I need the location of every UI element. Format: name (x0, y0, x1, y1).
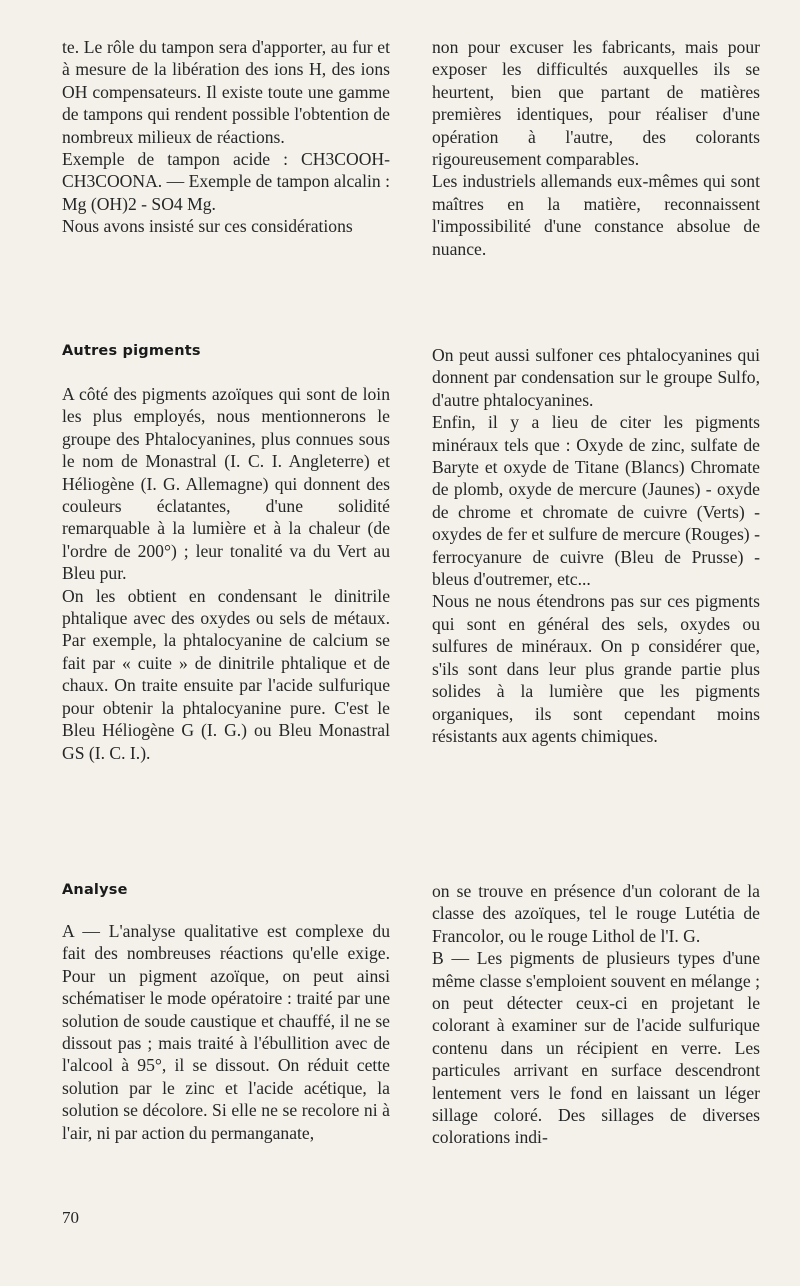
paragraph: on se trouve en présence d'un colorant de la classe des azoïques, tel le rouge Lutétia de Francolor, ou le rouge Lithol de l'I. G. (432, 881, 760, 946)
paragraph: A côté des pigments azoïques qui sont de loin les plus employés, nous mentionnerons le groupe des Phtalocyanines, plus connues sous le nom de Monastral (I. C. I. Angleterre) et Héliogène (I. G. Allemagne) qui donnent des couleurs éclatantes, d'une solidité remarquable à la lumière et à la chaleur (de l'ordre de 200°) ; leur tonalité va du Vert au Bleu pur. (62, 384, 390, 584)
paragraph: A — L'analyse qualitative est complexe du fait des nombreuses réactions qu'elle exige. Pour un pigment azoïque, on peut ainsi schématiser le mode opératoire : traité par une solution de soude caustique et chauffé, il ne se dissout pas ; mais traité à l'ébullition avec de l'alcool à 95°, il se dissout. On réduit cette solution par le zinc et l'acide acétique, la solution se décolore. Si elle ne se recolore ni à l'air, ni par action du permanganate, (62, 921, 390, 1143)
paragraph: Enfin, il y a lieu de citer les pigments minéraux tels que : Oxyde de zinc, sulfate de Baryte et oxyde de Titane (Blancs) Chromate de plomb, oxyde de mercure (Jaunes) - oxyde de chrome et chromate de cuivre (Verts) - oxydes de fer et sulfure de mercure (Rouges) - ferrocyanure de cuivre (Bleu de Prusse) - bleus d'outremer, etc... (432, 412, 760, 590)
page-number: 70 (62, 1208, 79, 1227)
paragraph: On peut aussi sulfoner ces phtalocyanines qui donnent par condensation sur le groupe Sulfo, d'autre phtalocyanines. (432, 345, 760, 410)
paragraph: On les obtient en condensant le dinitrile phtalique avec des oxydes ou sels de métaux. Par exemple, la phtalocyanine de calcium se fait par « cuite » de dinitrile phtalique et de chaux. On traite ensuite par l'acide sulfurique pour obtenir la phtalocyanine pure. C'est le Bleu Héliogène G (I. G.) ou Bleu Monastral GS (I. C. I.). (62, 585, 390, 763)
left-top-block (62, 36, 390, 238)
paragraph: Les industriels allemands eux-mêmes qui sont maîtres en la matière, reconnaissent l'impossibilité d'une constance absolue de nuance. (432, 171, 760, 259)
right-top-block (432, 36, 760, 260)
paragraph: B — Les pigments de plusieurs types d'une même classe s'emploient souvent en mélange ; on peut détecter ceux-ci en projetant le colorant à examiner sur de l'acide sulfurique contenu dans un récipient en verre. Les particules arrivant en surface descendront lentement vers le fond en laissant un léger sillage coloré. Des sillages de diverses colorations indi- (432, 948, 760, 1148)
section-heading-autres-pigments: Autres pigments (62, 343, 201, 359)
left-pigments-block (62, 383, 390, 764)
right-middle-block (432, 344, 760, 747)
section-heading-analyse: Analyse (62, 882, 128, 898)
paragraph: te. Le rôle du tampon sera d'apporter, au fur et à mesure de la libération des ions H, des ions OH compensateurs. Il existe toute une gamme de tampons qui rendent possible l'obtention de nombreux milieux de réactions. (62, 37, 390, 147)
paragraph: non pour excuser les fabricants, mais pour exposer les difficultés auxquelles ils se heurtent, bien que partant de matières premières identiques, pour réaliser d'une opération à l'autre, des colorants rigoureusement comparables. (432, 37, 760, 170)
paragraph: Exemple de tampon acide : CH3COOH-CH3COONA. — Exemple de tampon alcalin : Mg (OH)2 - SO4 Mg. (62, 149, 390, 214)
right-bottom-block (432, 880, 760, 1149)
paragraph: Nous avons insisté sur ces considérations (62, 216, 353, 237)
left-analyse-block (62, 920, 390, 1144)
paragraph: Nous ne nous étendrons pas sur ces pigments qui sont en général des sels, oxydes ou sulfures de minéraux. On p considérer que, s'ils sont dans leur plus grande partie plus solides à la lumière que les pigments organiques, ils sont cependant moins résistants aux agents chimiques. (432, 591, 760, 746)
